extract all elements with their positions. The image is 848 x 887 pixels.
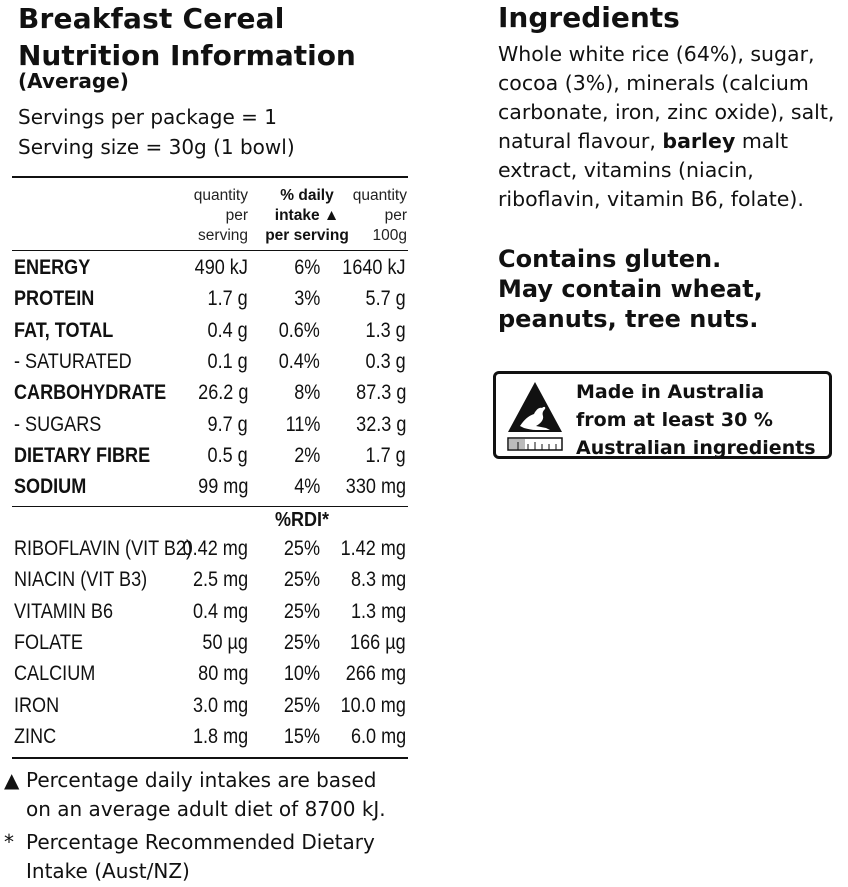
rdi-per-serving: 2.5 mg — [192, 568, 248, 592]
rdi-name: RIBOFLAVIN (VIT B2) — [14, 537, 192, 560]
header-daily-intake: % daily intake ▲ per serving — [265, 187, 349, 244]
nutrient-name: PROTEIN — [14, 287, 95, 311]
rdi-percent: 25% — [283, 537, 320, 560]
rdi-row — [14, 721, 408, 752]
rdi-per-serving: 0.42 mg — [182, 537, 248, 560]
rdi-per-100g: 8.3 mg — [350, 568, 406, 592]
nutrient-row — [14, 315, 408, 346]
footnote-daily-intake: ▲ Percentage daily intakes are based on an average adult diet of 8700 kJ. — [4, 765, 408, 825]
rdi-per-100g: 10.0 mg — [340, 693, 406, 717]
nutrient-per-serving: 0.4 g — [207, 318, 248, 342]
rdi-percent: 25% — [283, 568, 320, 592]
nutrient-per-100g: 330 mg — [345, 475, 406, 499]
nutrient-percent: 8% — [293, 381, 320, 405]
nutrient-per-100g: 32.3 g — [355, 412, 406, 436]
rdi-per-serving: 50 µg — [202, 630, 248, 654]
rdi-percent: 25% — [283, 599, 320, 623]
nutrient-row — [14, 440, 408, 471]
rdi-name: NIACIN (VIT B3) — [14, 568, 148, 592]
nutrient-per-100g: 87.3 g — [355, 381, 406, 405]
nutrient-percent: 3% — [293, 287, 320, 311]
ingredients-title: Ingredients — [498, 1, 680, 34]
rdi-per-100g: 166 µg — [350, 630, 406, 654]
nutrient-row — [14, 471, 408, 502]
rdi-per-serving: 80 mg — [197, 662, 248, 686]
nutrient-name: CARBOHYDRATE — [14, 381, 167, 405]
rdi-row — [14, 533, 408, 564]
nutrient-row — [14, 252, 408, 283]
triangle-mark: ▲ — [4, 768, 20, 792]
footnote-rdi: * Percentage Recommended Dietary Intake (Aust/NZ) — [4, 827, 408, 887]
allergen-barley: barley — [662, 129, 736, 153]
rdi-percent: 25% — [283, 693, 320, 717]
rdi-row — [14, 564, 408, 595]
servings-per-package: Servings per package = 1 — [18, 105, 277, 129]
nutrient-per-serving: 26.2 g — [197, 381, 248, 405]
rdi-name: IRON — [14, 693, 60, 717]
rdi-name: ZINC — [14, 724, 57, 748]
nutrient-row — [14, 377, 408, 408]
table-bottom-rule — [12, 757, 408, 759]
nutrient-per-100g: 1640 kJ — [342, 256, 406, 279]
rdi-row — [14, 627, 408, 658]
header-divider — [12, 250, 408, 251]
nutrient-per-serving: 9.7 g — [207, 412, 248, 436]
nutrient-percent: 0.4% — [278, 349, 320, 373]
rdi-per-100g: 266 mg — [345, 662, 406, 686]
rdi-percent: 10% — [283, 662, 320, 686]
rdi-name: FOLATE — [14, 630, 83, 654]
nutrient-per-100g: 1.3 g — [365, 318, 406, 342]
nutrient-name: FAT, TOTAL — [14, 318, 114, 342]
header-quantity-per-serving: quantity per serving — [193, 187, 248, 244]
rdi-per-100g: 1.3 mg — [350, 599, 406, 623]
nutrient-per-serving: 0.1 g — [207, 349, 248, 373]
nutrient-name: ENERGY — [14, 256, 91, 279]
asterisk-mark: * — [4, 830, 14, 854]
australian-made-kangaroo-icon — [506, 380, 564, 454]
rdi-name: CALCIUM — [14, 662, 96, 686]
nutrient-per-serving: 99 mg — [197, 475, 248, 499]
nutrient-name: - SATURATED — [14, 349, 132, 373]
nutrient-per-100g: 1.7 g — [365, 443, 406, 467]
nutrient-row — [14, 346, 408, 377]
nutrition-title-line1: Breakfast Cereal — [18, 2, 285, 35]
nutrient-per-100g: 5.7 g — [365, 287, 406, 311]
table-top-rule — [12, 176, 408, 178]
nutrient-percent: 2% — [293, 443, 320, 467]
rdi-per-serving: 0.4 mg — [192, 599, 248, 623]
serving-size: Serving size = 30g (1 bowl) — [18, 135, 295, 159]
nutrient-name: SODIUM — [14, 475, 87, 499]
nutrient-percent: 4% — [293, 475, 320, 499]
nutrient-percent: 6% — [293, 256, 320, 279]
rdi-per-serving: 1.8 mg — [192, 724, 248, 748]
nutrient-name: DIETARY FIBRE — [14, 443, 151, 467]
australian-made-badge — [493, 371, 832, 459]
rdi-row — [14, 596, 408, 627]
rdi-per-100g: 6.0 mg — [350, 724, 406, 748]
nutrient-percent: 11% — [285, 412, 320, 436]
rdi-row — [14, 690, 408, 721]
nutrient-percent: 0.6% — [278, 318, 320, 342]
nutrition-title-line2: Nutrition Information — [18, 39, 356, 72]
rdi-header: %RDI* — [275, 509, 330, 531]
nutrient-row — [14, 283, 408, 314]
rdi-percent: 15% — [283, 724, 320, 748]
rdi-percent: 25% — [283, 630, 320, 654]
nutrient-per-100g: 0.3 g — [365, 349, 406, 373]
rdi-name: VITAMIN B6 — [14, 599, 114, 623]
nutrient-name: - SUGARS — [14, 412, 102, 436]
nutrient-per-serving: 490 kJ — [194, 256, 248, 279]
nutrition-subtitle: (Average) — [18, 69, 129, 93]
rdi-divider — [12, 506, 408, 507]
nutrient-per-serving: 0.5 g — [207, 443, 248, 467]
ingredients-text: Whole white rice (64%), sugar, cocoa (3%), minerals (calcium carbonate, iron, zinc oxide), salt, natural flavour, barley malt extract, vitamins (niacin, riboflavin, vitamin B6, folate). — [498, 42, 835, 211]
rdi-per-serving: 3.0 mg — [192, 693, 248, 717]
badge-text: Made in Australia from at least 30 % Australian ingredients — [576, 381, 816, 459]
header-quantity-per-100g: quantity per 100g — [352, 187, 407, 244]
allergen-statement: Contains gluten. May contain wheat, peanuts, tree nuts. — [498, 245, 763, 333]
rdi-row — [14, 658, 408, 689]
nutrient-per-serving: 1.7 g — [207, 287, 248, 311]
rdi-per-100g: 1.42 mg — [340, 537, 406, 560]
nutrient-row — [14, 409, 408, 440]
